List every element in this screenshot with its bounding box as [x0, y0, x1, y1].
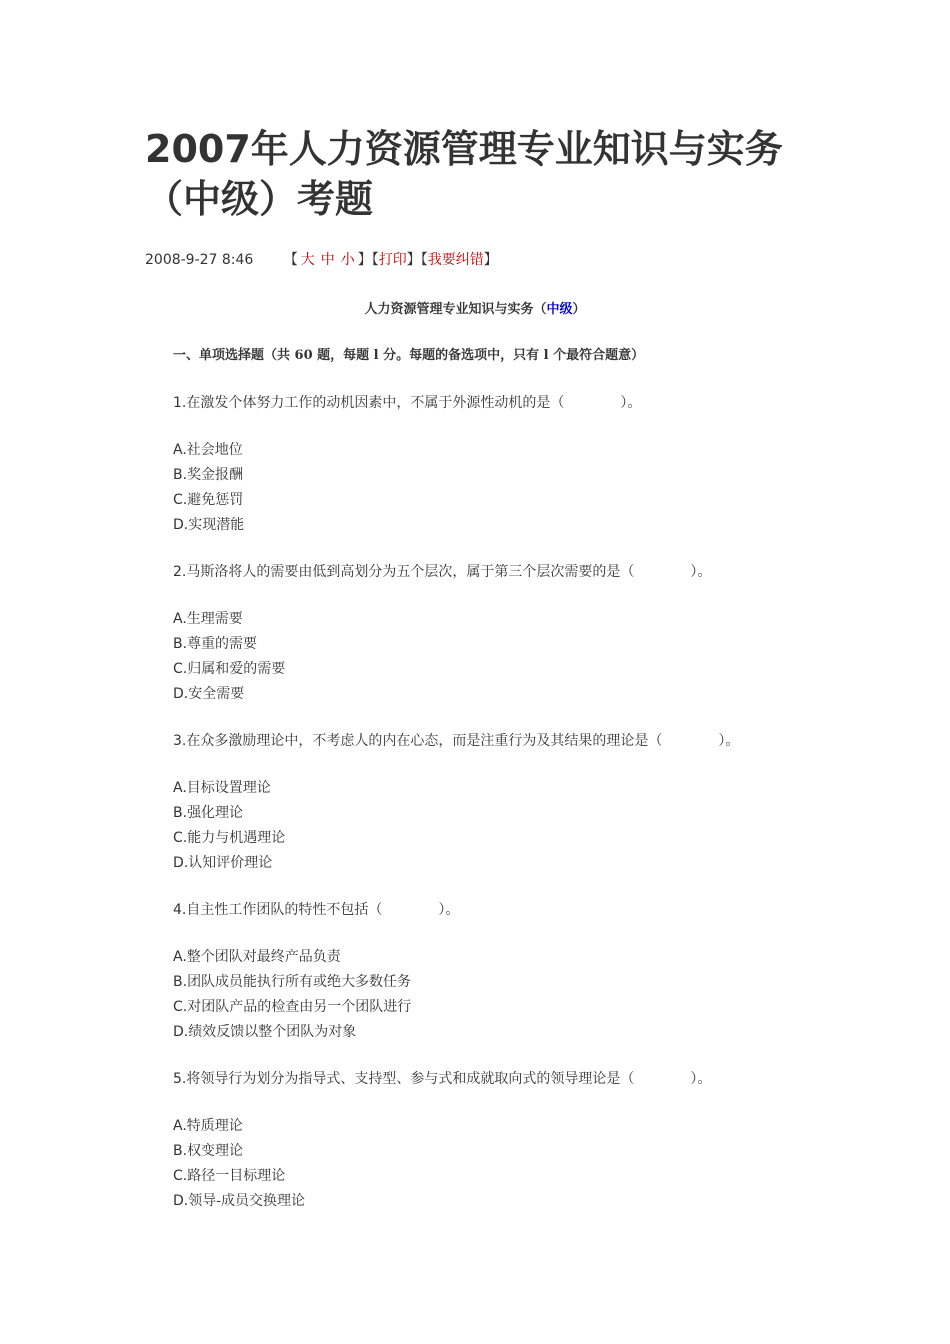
exam-heading-text: 人力资源管理专业知识与实务（: [364, 302, 547, 317]
bracket-open: 【: [283, 252, 298, 268]
question-stem: [173, 392, 641, 412]
question-text: 自主性工作团队的特性不包括（ ）。: [186, 902, 460, 918]
option-text: 路径一目标理论: [187, 1168, 286, 1184]
article-meta: [145, 249, 498, 269]
title-subtitle: （中级）考题: [145, 177, 374, 221]
option-letter: C.: [173, 661, 188, 677]
question-text: 在众多激励理论中，不考虑人的内在心态，而是注重行为及其结果的理论是（ ）。: [186, 733, 740, 749]
option-letter: A.: [173, 780, 187, 796]
option-letter: B.: [173, 974, 188, 990]
option-text: 对团队产品的检查由另一个团队进行: [187, 999, 412, 1015]
option-item: [173, 802, 243, 822]
article-title: [145, 124, 845, 224]
question-number: 5.: [173, 1071, 187, 1087]
option-text: 安全需要: [188, 686, 245, 702]
question-number: 3.: [173, 733, 187, 749]
option-item: [173, 971, 411, 991]
bracket-close: 】: [357, 252, 372, 268]
option-text: 社会地位: [186, 442, 243, 458]
option-text: 整个团队对最终产品负责: [186, 949, 341, 965]
option-text: 强化理论: [187, 805, 244, 821]
option-item: [173, 514, 244, 534]
option-text: 绩效反馈以整个团队为对象: [188, 1024, 357, 1040]
option-item: [173, 1165, 285, 1185]
question-text: 在激发个体努力工作的动机因素中，不属于外源性动机的是（ ）。: [186, 395, 642, 411]
title-year: 2007: [145, 127, 251, 171]
option-letter: B.: [173, 467, 188, 483]
option-letter: A.: [173, 949, 187, 965]
option-letter: A.: [173, 611, 187, 627]
option-text: 团队成员能执行所有或绝大多数任务: [187, 974, 412, 990]
option-item: [173, 777, 271, 797]
question-text: 马斯洛将人的需要由低到高划分为五个层次，属于第三个层次需要的是（ ）。: [186, 564, 712, 580]
option-letter: A.: [173, 442, 187, 458]
question-stem: [173, 899, 459, 919]
option-item: [173, 996, 411, 1016]
exam-level-link[interactable]: 中级: [546, 302, 573, 317]
exam-heading-close: ）: [572, 302, 586, 317]
option-item: [173, 464, 243, 484]
question-stem: [173, 561, 711, 581]
option-letter: C.: [173, 999, 188, 1015]
option-text: 能力与机遇理论: [187, 830, 286, 846]
option-letter: D.: [173, 1024, 189, 1040]
option-item: [173, 852, 272, 872]
bracket-close: 】: [483, 252, 498, 268]
option-letter: B.: [173, 1143, 188, 1159]
option-letter: A.: [173, 1118, 187, 1134]
option-item: [173, 683, 244, 703]
option-text: 实现潜能: [188, 517, 245, 533]
option-text: 生理需要: [186, 611, 243, 627]
option-item: [173, 608, 243, 628]
bracket-close: 】: [406, 252, 421, 268]
option-text: 奖金报酬: [187, 467, 244, 483]
option-text: 尊重的需要: [187, 636, 258, 652]
option-letter: B.: [173, 636, 188, 652]
option-letter: C.: [173, 492, 188, 508]
option-text: 权变理论: [187, 1143, 244, 1159]
option-item: [173, 1021, 356, 1041]
font-size-medium-link[interactable]: 中: [320, 252, 335, 268]
question-stem: [173, 730, 739, 750]
option-text: 认知评价理论: [188, 855, 273, 871]
option-item: [173, 439, 243, 459]
option-text: 领导-成员交换理论: [188, 1193, 305, 1209]
option-item: [173, 827, 285, 847]
exam-heading: [0, 298, 950, 317]
option-item: [173, 1190, 305, 1210]
option-text: 特质理论: [186, 1118, 243, 1134]
print-link[interactable]: 打印: [378, 252, 407, 268]
section-heading: 一、单项选择题（共 60 题，每题 l 分。每题的备选项中，只有 l 个最符合题意）: [173, 348, 645, 363]
font-size-large-link[interactable]: 大: [300, 252, 315, 268]
option-text: 目标设置理论: [186, 780, 271, 796]
option-item: [173, 658, 285, 678]
bracket-open: 【: [420, 252, 428, 268]
font-size-small-link[interactable]: 小: [340, 252, 355, 268]
option-letter: C.: [173, 830, 188, 846]
option-item: [173, 946, 341, 966]
option-letter: D.: [173, 517, 189, 533]
option-letter: D.: [173, 855, 189, 871]
option-letter: D.: [173, 686, 189, 702]
option-letter: B.: [173, 805, 188, 821]
question-number: 1.: [173, 395, 187, 411]
question-stem: [173, 1068, 711, 1088]
option-letter: D.: [173, 1193, 189, 1209]
option-item: [173, 489, 243, 509]
option-item: [173, 1115, 243, 1135]
option-text: 归属和爱的需要: [187, 661, 286, 677]
question-number: 4.: [173, 902, 187, 918]
question-text: 将领导行为划分为指导式、支持型、参与式和成就取向式的领导理论是（ ）。: [186, 1071, 712, 1087]
option-item: [173, 633, 257, 653]
report-error-link[interactable]: 我要纠错: [427, 252, 484, 268]
option-text: 避免惩罚: [187, 492, 244, 508]
title-text: 年人力资源管理专业知识与实务: [250, 127, 783, 171]
publish-date: 2008-9-27 8:46: [145, 252, 254, 268]
option-item: [173, 1140, 243, 1160]
bracket-open: 【: [371, 252, 379, 268]
option-letter: C.: [173, 1168, 188, 1184]
question-number: 2.: [173, 564, 187, 580]
